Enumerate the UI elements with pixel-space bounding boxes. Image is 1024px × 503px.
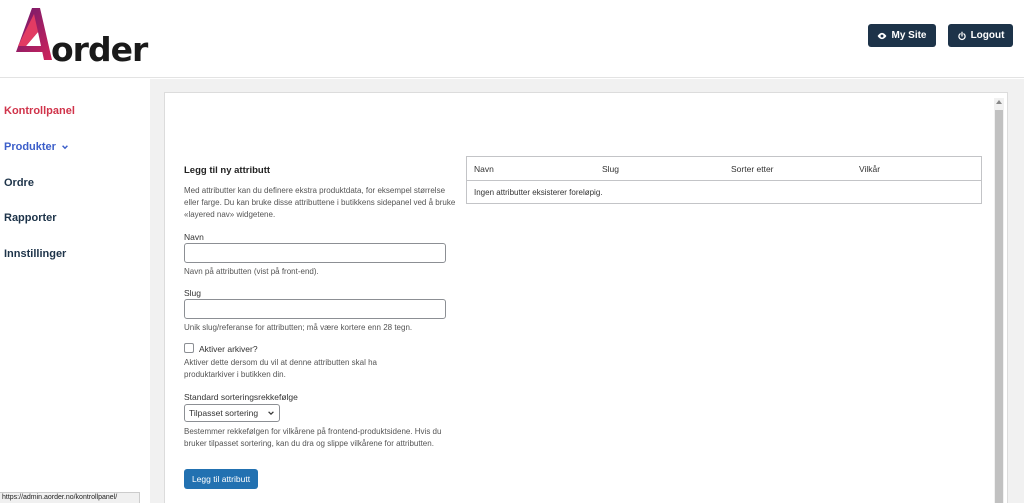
my-site-button[interactable]	[868, 24, 936, 47]
sidebar-item-label: Ordre	[4, 177, 34, 189]
eye-icon	[877, 31, 887, 41]
sort-order-value: Tilpasset sortering	[189, 408, 259, 418]
column-header-navn[interactable]: Navn	[474, 164, 494, 174]
aorder-logo[interactable]	[8, 6, 148, 69]
archive-label: Aktiver arkiver?	[199, 344, 258, 354]
logo-text: order	[51, 30, 148, 69]
slug-help: Unik slug/referanse for attributten; må være kortere enn 28 tegn.	[184, 323, 413, 332]
form-intro: Med attributter kan du definere ekstra produktdata, for eksempel størrelse eller farge. Du kan bruke disse attributtene i butikkens sidepanel ved å bruke «layered nav» widgetene.	[184, 186, 456, 219]
table-header	[467, 157, 981, 181]
column-header-sorter-etter[interactable]: Sorter etter	[731, 164, 774, 174]
my-site-label: My Site	[891, 30, 927, 41]
sort-order-select[interactable]	[184, 404, 280, 422]
sort-label: Standard sorteringsrekkefølge	[184, 392, 298, 402]
column-header-slug[interactable]: Slug	[602, 164, 620, 174]
sidebar-item-rapporter[interactable]	[4, 212, 57, 224]
scroll-up-icon[interactable]	[996, 100, 1002, 104]
sidebar-item-innstillinger[interactable]	[4, 248, 66, 260]
power-icon	[957, 31, 967, 41]
sidebar-item-label: Produkter	[4, 141, 56, 153]
column-header-vilkar[interactable]: Vilkår	[859, 164, 881, 174]
sidebar-item-ordre[interactable]	[4, 177, 34, 189]
sort-help: Bestemmer rekkefølgen for vilkårene på frontend-produktsidene. Hvis du bruker tilpasset sortering, kan du dra og slippe vilkårene for attributten.	[184, 427, 442, 448]
scrollbar-thumb[interactable]	[995, 110, 1003, 503]
name-input[interactable]	[184, 243, 446, 263]
archive-help: Aktiver dette dersom du vil at denne attributten skal ha produktarkiver i butikken din.	[184, 358, 377, 379]
form-title: Legg til ny attributt	[184, 165, 271, 176]
name-label: Navn	[184, 232, 204, 242]
browser-status-url: https://admin.aorder.no/kontrollpanel/	[0, 492, 140, 503]
slug-input[interactable]	[184, 299, 446, 319]
chevron-down-icon	[267, 409, 275, 417]
sidebar-item-label: Rapporter	[4, 212, 57, 224]
panel-scrollbar[interactable]	[994, 98, 1004, 503]
add-attribute-button[interactable]: Legg til attributt	[184, 469, 258, 489]
sidebar-item-label: Kontrollpanel	[4, 105, 75, 117]
logout-label: Logout	[970, 30, 1005, 41]
sidebar-item-kontrollpanel[interactable]	[4, 105, 75, 117]
top-header	[0, 0, 1024, 78]
sidebar-item-label: Innstillinger	[4, 248, 67, 260]
name-help: Navn på attributten (vist på front-end).	[184, 267, 319, 276]
archive-checkbox[interactable]	[184, 343, 194, 353]
attributes-table	[466, 156, 982, 204]
table-empty-message: Ingen attributter eksisterer foreløpig.	[474, 188, 603, 197]
logout-button[interactable]	[948, 24, 1013, 47]
sidebar-item-produkter[interactable]	[4, 141, 69, 153]
slug-label: Slug	[184, 288, 202, 298]
chevron-down-icon	[61, 143, 69, 151]
